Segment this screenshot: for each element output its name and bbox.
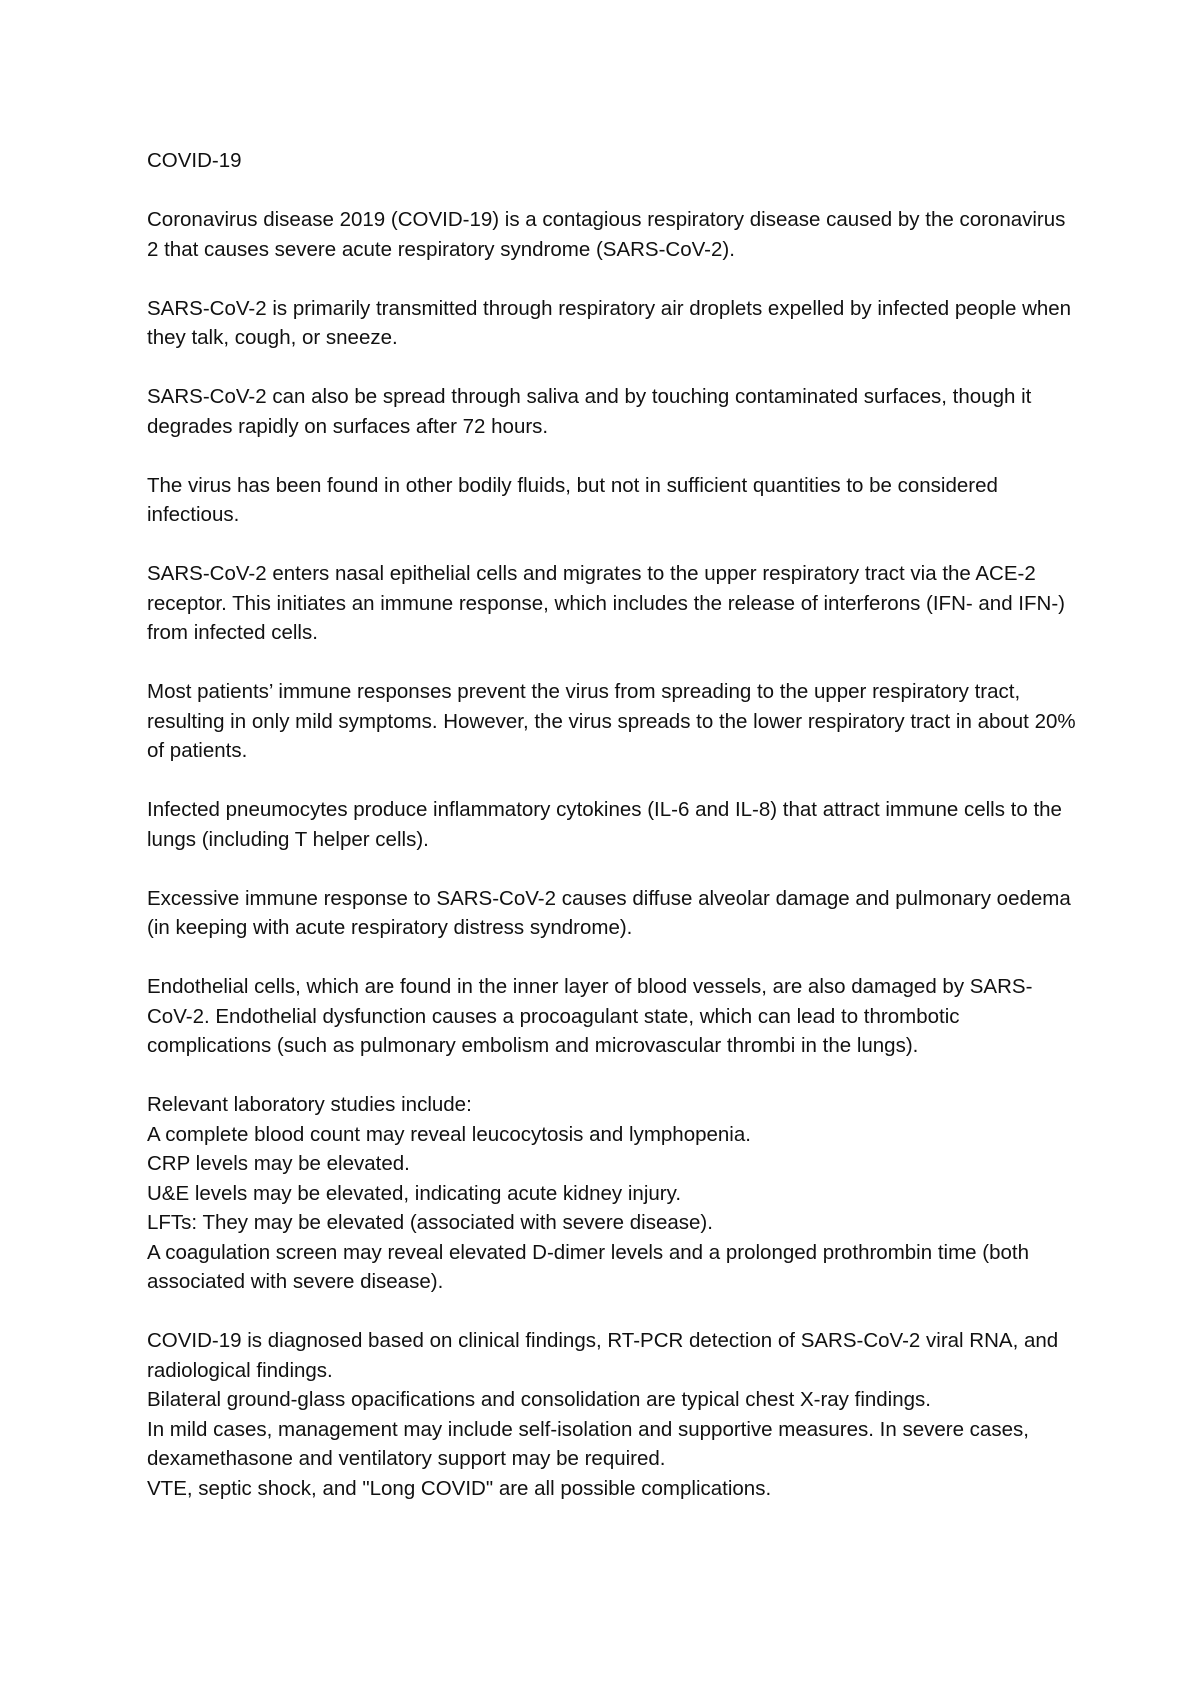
- management-line: In mild cases, management may include self-isolation and supportive measures. In severe cases, dexamethasone and ventilatory support may be required.: [147, 1417, 1029, 1470]
- paragraph-endothelial: Endothelial cells, which are found in the inner layer of blood vessels, are also damaged by SARS-CoV-2. Endothelial dysfunction causes a procoagulant state, which can lead to thrombotic complications (such as pulmonary embolism and microvascular thrombi in the lungs).: [147, 975, 1033, 1057]
- diagnosis-line: COVID-19 is diagnosed based on clinical findings, RT-PCR detection of SARS-CoV-2 viral RNA, and radiological findings.: [147, 1329, 1059, 1382]
- diagnosis-block: [147, 1326, 1077, 1503]
- paragraph-transmission: SARS-CoV-2 is primarily transmitted through respiratory air droplets expelled by infected people when they talk, cough, or sneeze.: [147, 296, 1072, 349]
- paragraph-immune-response: Most patients’ immune responses prevent the virus from spreading to the upper respiratory tract, resulting in only mild symptoms. However, the virus spreads to the lower respiratory tract in about 20% of patients.: [147, 680, 1076, 762]
- document-body: [147, 146, 1077, 1533]
- paragraph-cell-entry: SARS-CoV-2 enters nasal epithelial cells and migrates to the upper respiratory tract via the ACE-2 receptor. This initiates an immune response, which includes the release of interferons (IFN- and IFN-) from infected cells.: [147, 562, 1065, 644]
- lab-line-lft: LFTs: They may be elevated (associated with severe disease).: [147, 1211, 713, 1234]
- paragraph-alveolar-damage: Excessive immune response to SARS-CoV-2 causes diffuse alveolar damage and pulmonary oedema (in keeping with acute respiratory distress syndrome).: [147, 886, 1071, 939]
- xray-findings-line: Bilateral ground-glass opacifications and consolidation are typical chest X-ray findings.: [147, 1388, 931, 1411]
- lab-line-ue: U&E levels may be elevated, indicating acute kidney injury.: [147, 1181, 682, 1205]
- paragraph-bodily-fluids: The virus has been found in other bodily fluids, but not in sufficient quantities to be considered infectious.: [147, 473, 998, 526]
- paragraph-surface-spread: SARS-CoV-2 can also be spread through saliva and by touching contaminated surfaces, though it degrades rapidly on surfaces after 72 hours.: [147, 385, 1032, 438]
- paragraph-cytokines: Infected pneumocytes produce inflammatory cytokines (IL-6 and IL-8) that attract immune cells to the lungs (including T helper cells).: [147, 798, 1062, 851]
- document-title: COVID-19: [147, 149, 242, 172]
- lab-line-crp: CRP levels may be elevated.: [147, 1152, 410, 1175]
- lab-line-coagulation: A coagulation screen may reveal elevated D-dimer levels and a prolonged prothrombin time (both associated with severe disease).: [147, 1240, 1029, 1293]
- lab-line-blood-count: A complete blood count may reveal leucocytosis and lymphopenia.: [147, 1122, 751, 1146]
- complications-line: VTE, septic shock, and "Long COVID" are all possible complications.: [147, 1476, 772, 1500]
- lab-studies-block: [147, 1090, 1077, 1297]
- lab-studies-heading: Relevant laboratory studies include:: [147, 1093, 472, 1116]
- paragraph-definition: Coronavirus disease 2019 (COVID-19) is a contagious respiratory disease caused by the coronavirus 2 that causes severe acute respiratory syndrome (SARS-CoV-2).: [147, 208, 1066, 261]
